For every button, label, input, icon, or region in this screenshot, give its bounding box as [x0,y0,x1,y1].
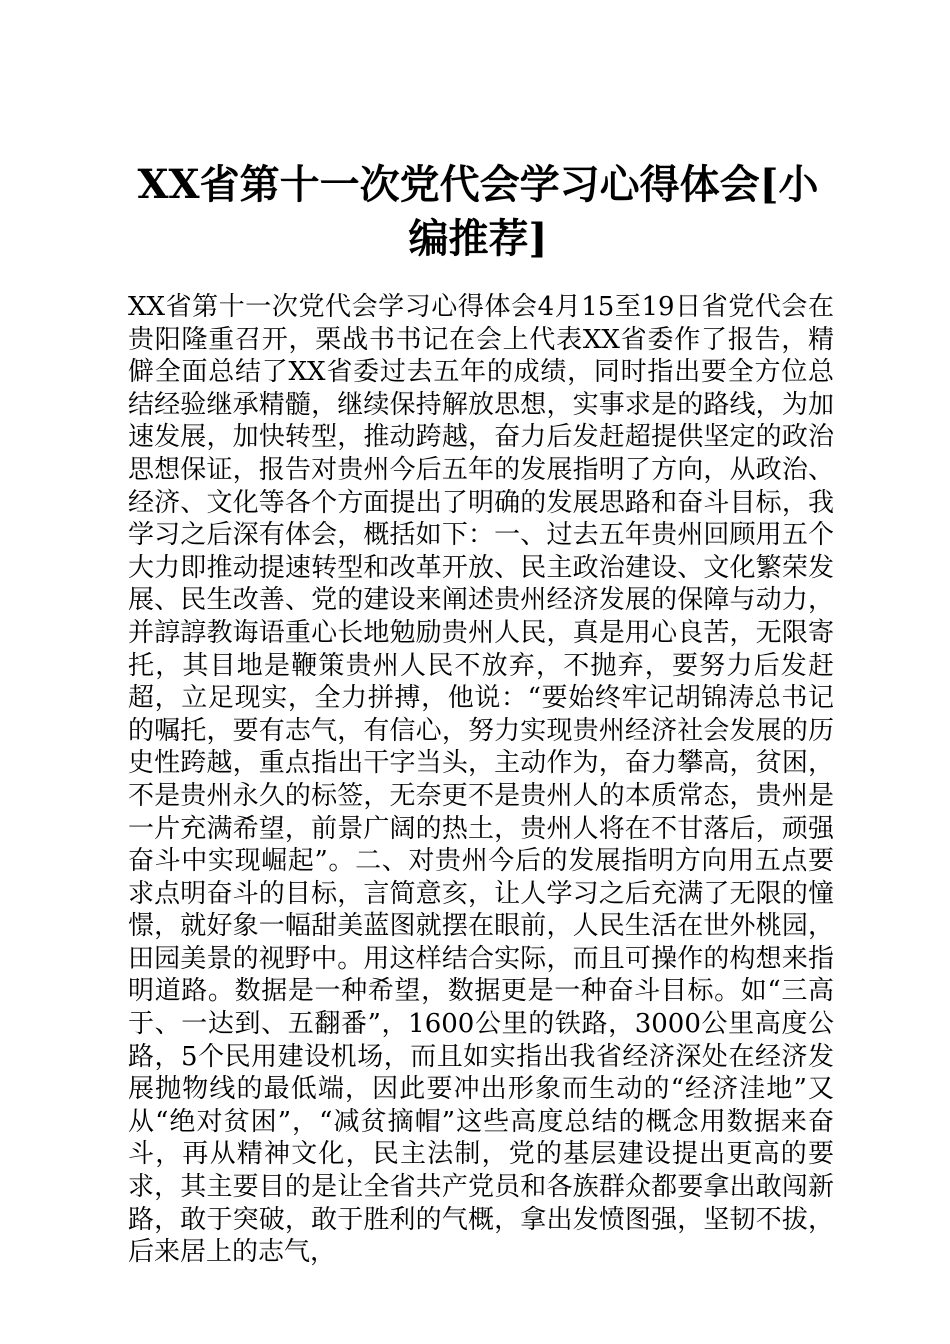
document-body-paragraph: XX省第十一次党代会学习心得体会4月15至19日省党代会在贵阳隆重召开，栗战书书记在会上代表XX省委作了报告，精僻全面总结了XX省委过去五年的成绩，同时指出要全方位总结经验继承精髓，继续保持解放思想，实事求是的路线，为加速发展，加快转型，推动跨越，奋力后发赶超提供坚定的政治思想保证，报告对贵州今后五年的发展指明了方向，从政治、经济、文化等各个方面提出了明确的发展思路和奋斗目标，我学习之后深有体会，概括如下：一、过去五年贵州回顾用五个大力即推动提速转型和改革开放、民主政治建设、文化繁荣发展、民生改善、党的建设来阐述贵州经济发展的保障与动力，并諄諄教诲语重心长地勉励贵州人民，真是用心良苦，无限寄托，其目地是鞭策贵州人民不放弃，不抛弃，要努力后发赶超，立足现实，全力拼搏，他说：“要始终牢记胡锦涛总书记的嘱托，要有志气，有信心，努力实现贵州经济社会发展的历史性跨越，重点指出干字当头，主动作为，奋力攀高，贫困，不是贵州永久的标签，无奈更不是贵州人的本质常态，贵州是一片充满希望，前景广阔的热土，贵州人将在不甘落后，顽强奋斗中实现崛起”。二、对贵州今后的发展指明方向用五点要求点明奋斗的目标，言简意亥，让人学习之后充满了无限的憧憬，就好象一幅甜美蓝图就摆在眼前，人民生活在世外桃园，田园美景的视野中。用这样结合实际，而且可操作的构想来指明道路。数据是一种希望，数据更是一种奋斗目标。如“三高于、一达到、五翻番”，1600公里的铁路，3000公里高度公路，5个民用建设机场，而且如实指出我省经济深处在经济发展抛物线的最低端，因此要冲出形象而生动的“经济洼地”又从“绝对贫困”，“减贫摘帽”这些高度总结的概念用数据来奋斗，再从精神文化，民主法制，党的基层建设提出更高的要求，其主要目的是让全省共产党员和各族群众都要拿出敢闯新路，敢于突破，敢于胜利的气概，拿出发愤图强，坚韧不拔，后来居上的志气， [128,292,834,1268]
document-title: XX省第十一次党代会学习心得体会[小编推荐] [137,161,819,262]
